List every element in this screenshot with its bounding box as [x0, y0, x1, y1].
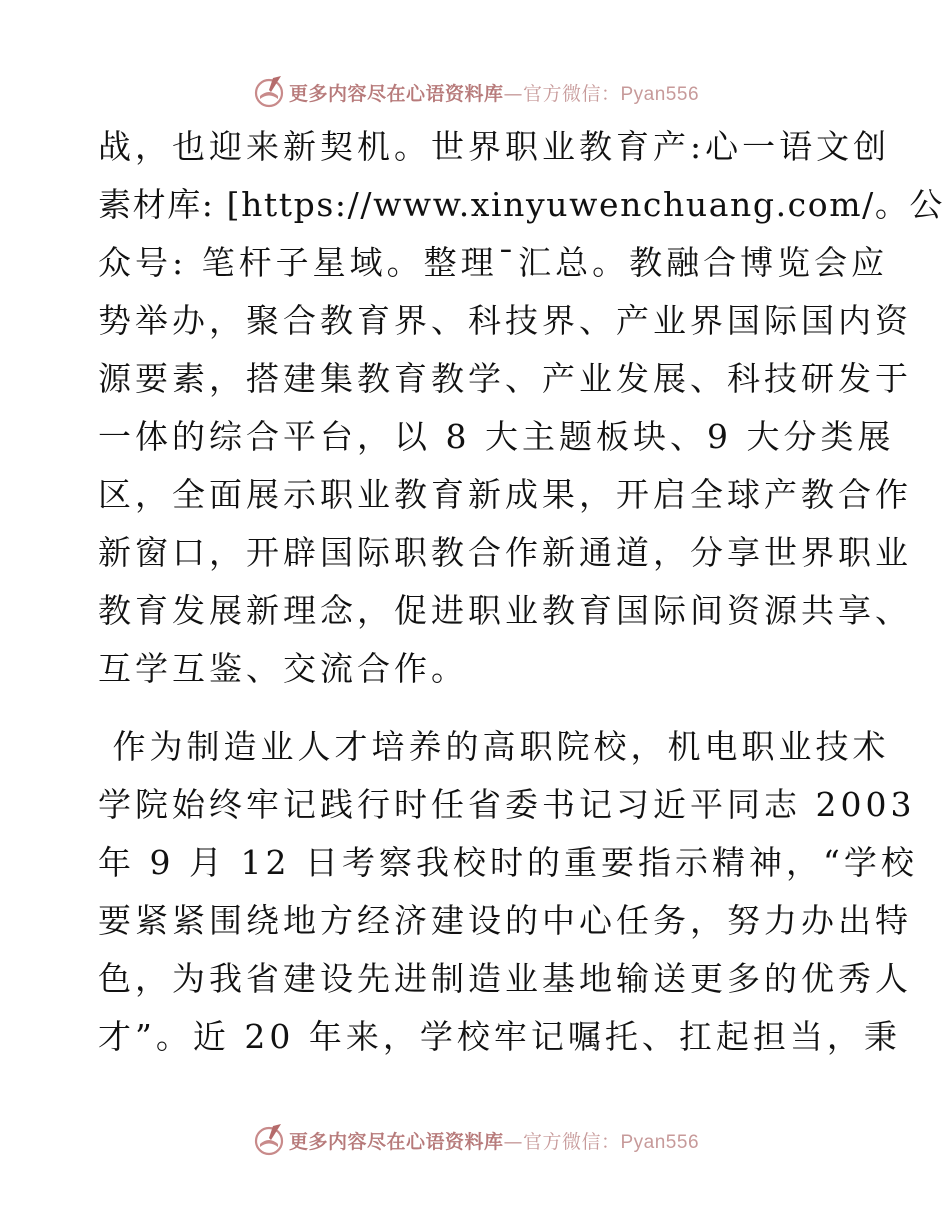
text-line: 势举办，聚合教育界、科技界、产业界国际国内资: [98, 301, 912, 340]
document-body: [98, 118, 945, 1066]
watermark-text: 更多内容尽在心语资料库—官方微信：Pyan556: [288, 1130, 700, 1153]
text-line: 年 9 月 12 日考察我校时的重要指示精神，“学校: [98, 843, 918, 882]
text-line: 源要素，搭建集教育教学、产业发展、科技研发于: [98, 359, 912, 398]
text-line: 教育发展新理念，促进职业教育国际间资源共享、: [98, 591, 912, 630]
book-quill-logo-icon: [251, 1122, 287, 1158]
text-line: 一体的综合平台，以 8 大主题板块、9 大分类展: [98, 417, 895, 456]
text-line: 区，全面展示职业教育新成果，开启全球产教合作: [98, 475, 912, 514]
paragraph: [98, 718, 918, 1066]
footer-watermark: [0, 1120, 950, 1160]
text-line: 学院始终牢记践行时任省委书记习近平同志 2003: [98, 785, 916, 824]
book-quill-logo-icon: [251, 74, 287, 110]
text-line: 新窗口，开辟国际职教合作新通道，分享世界职业: [98, 533, 912, 572]
text-line: 战，也迎来新契机。世界职业教育产:心一语文创: [98, 127, 891, 166]
text-line: 色，为我省建设先进制造业基地输送更多的优秀人: [98, 959, 912, 998]
text-line: 才”。近 20 年来，学校牢记嘱托、扛起担当，秉: [98, 1017, 901, 1056]
watermark-text: 更多内容尽在心语资料库—官方微信：Pyan556: [288, 82, 700, 105]
text-line: 要紧紧围绕地方经济建设的中心任务，努力办出特: [98, 901, 912, 940]
text-line: 素材库: [https://www.xinyuwenchuang.com/。公: [98, 185, 945, 224]
header-watermark: [0, 72, 950, 112]
text-line: 作为制造业人才培养的高职院校，机电职业技术: [98, 727, 890, 766]
paragraph: [98, 118, 945, 698]
text-line: 众号: 笔杆子星域。整理¯汇总。教融合博览会应: [98, 243, 889, 282]
text-line: 互学互鉴、交流合作。: [98, 649, 468, 688]
